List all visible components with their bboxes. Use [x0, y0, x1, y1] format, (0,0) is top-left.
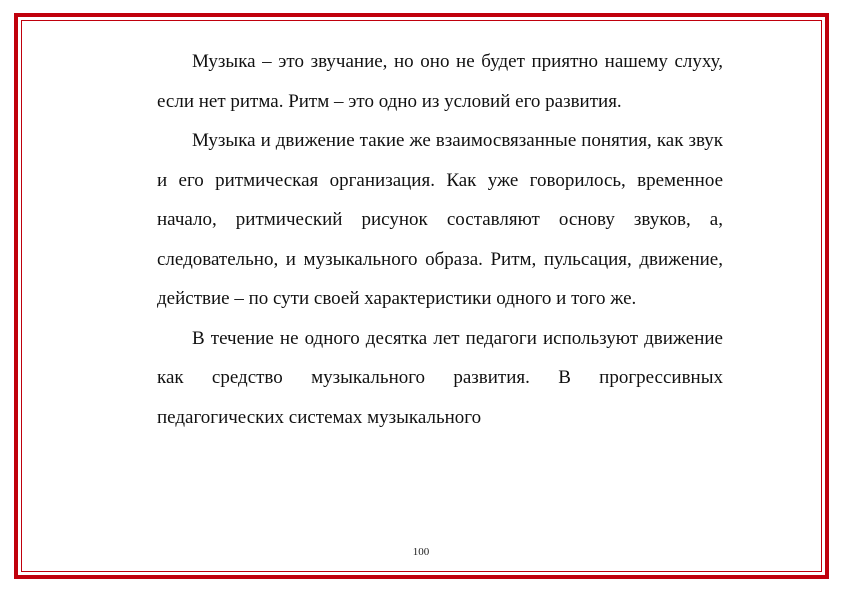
- paragraph-3: В течение не одного десятка лет педагоги используют движение как средство музыкального развития. В прогрессивных педагогических системах музыкального: [157, 327, 723, 428]
- paragraph-2: Музыка и движение такие же взаимосвязанные понятия, как звук и его ритмическая организация. Как уже говорилось, временное начало, ритмический рисунок составляют основу звуков, а, следовательно, и музыкального образа. Ритм, пульсация, движение, действие – по сути своей характеристики одного и того же.: [157, 130, 723, 309]
- paragraph-1: Музыка – это звучание, но оно не будет приятно нашему слуху, если нет ритма. Ритм – это одно из условий его развития.: [157, 51, 723, 112]
- page-number: 100: [412, 546, 430, 558]
- document-text: [157, 42, 723, 437]
